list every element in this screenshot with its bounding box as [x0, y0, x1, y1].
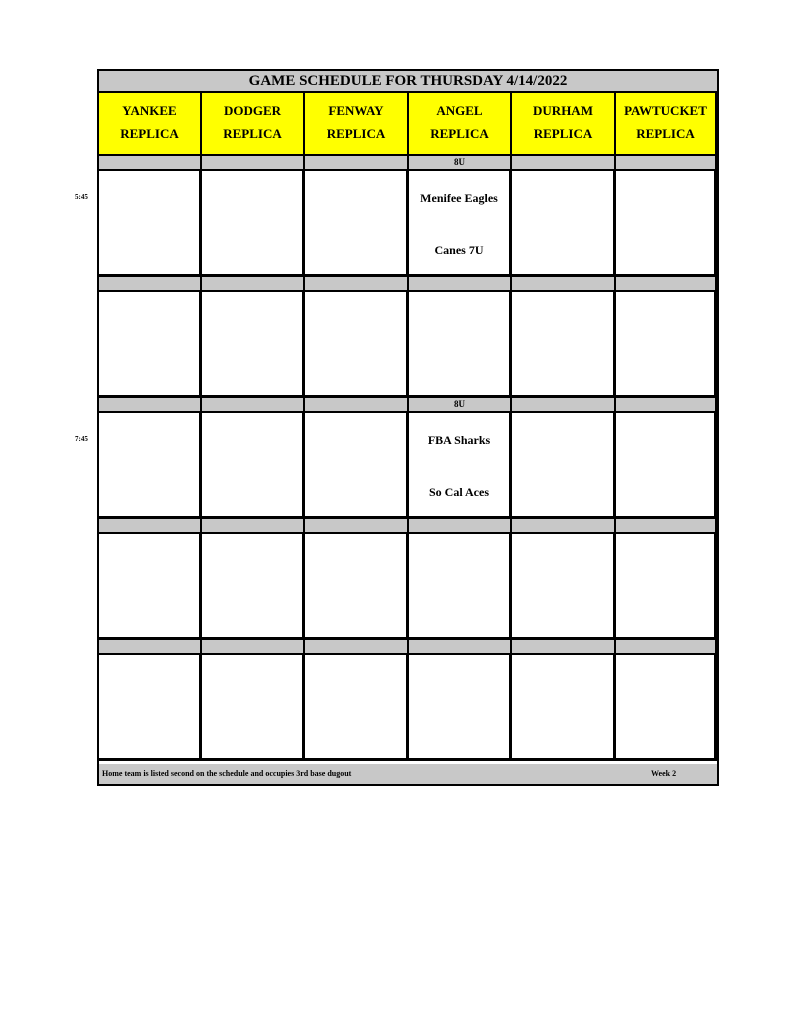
game-cell [202, 171, 305, 277]
week-label: Week 2 [651, 769, 677, 778]
division-bar [305, 156, 409, 171]
division-bar [512, 277, 616, 292]
division-bar [409, 277, 512, 292]
field-subtitle: REPLICA [533, 126, 593, 141]
schedule-sheet [97, 69, 719, 786]
division-bar [305, 398, 409, 413]
division-bar [512, 156, 616, 171]
division-bar [99, 398, 202, 413]
away-team: FBA Sharks [427, 433, 491, 447]
field-name: FENWAY [328, 103, 384, 118]
game-cell [305, 534, 409, 640]
division-bar [409, 519, 512, 534]
field-name: ANGEL [436, 103, 483, 118]
away-team: Menifee Eagles [420, 191, 498, 205]
slot-time: 7:45 [75, 435, 88, 443]
field-header [616, 93, 717, 156]
game-cell [202, 292, 305, 398]
division-bar [305, 277, 409, 292]
game-cell [512, 171, 616, 277]
division-bar [99, 640, 202, 655]
game-cell [99, 171, 202, 277]
division-bar [616, 156, 717, 171]
division-bar [99, 519, 202, 534]
game-cell [409, 413, 512, 519]
home-team: Canes 7U [434, 243, 484, 257]
game-cell [202, 655, 305, 761]
game-cell [409, 655, 512, 761]
schedule-title: GAME SCHEDULE FOR THURSDAY 4/14/2022 [99, 71, 717, 93]
game-cell [305, 292, 409, 398]
game-cell [202, 413, 305, 519]
game-cell [616, 413, 717, 519]
schedule-footer [99, 764, 717, 784]
game-cell [409, 534, 512, 640]
division-bar [616, 277, 717, 292]
division-bar [512, 519, 616, 534]
game-cell [202, 534, 305, 640]
field-header [409, 93, 512, 156]
field-header [202, 93, 305, 156]
game-cell [512, 655, 616, 761]
field-name: PAWTUCKET [624, 103, 707, 118]
division-bar [202, 519, 305, 534]
field-header [512, 93, 616, 156]
game-cell [616, 655, 717, 761]
division-bar [202, 156, 305, 171]
field-subtitle: REPLICA [430, 126, 489, 141]
division-bar [202, 398, 305, 413]
field-name: DODGER [223, 103, 282, 118]
division-bar [202, 277, 305, 292]
division-bar [512, 398, 616, 413]
field-subtitle: REPLICA [326, 126, 386, 141]
game-cell [305, 413, 409, 519]
game-cell [99, 534, 202, 640]
game-cell [99, 655, 202, 761]
division-bar: 8U [409, 156, 512, 171]
division-bar [409, 640, 512, 655]
field-header [99, 93, 202, 156]
division-bar [616, 398, 717, 413]
division-bar [99, 156, 202, 171]
division-bar [305, 640, 409, 655]
field-name: YANKEE [122, 103, 177, 118]
game-cell [512, 292, 616, 398]
game-cell [99, 413, 202, 519]
field-subtitle: REPLICA [636, 126, 695, 141]
division-bar [616, 640, 717, 655]
game-cell [305, 171, 409, 277]
game-cell [99, 292, 202, 398]
division-bar [202, 640, 305, 655]
field-subtitle: REPLICA [120, 126, 179, 141]
field-name: DURHAM [533, 103, 593, 118]
division-bar [512, 640, 616, 655]
footer-note: Home team is listed second on the schedule and occupies 3rd base dugout [102, 769, 352, 778]
game-cell [616, 171, 717, 277]
division-bar: 8U [409, 398, 512, 413]
field-subtitle: REPLICA [223, 126, 282, 141]
division-bar [305, 519, 409, 534]
game-cell [409, 292, 512, 398]
home-team: So Cal Aces [429, 485, 489, 499]
division-bar [99, 277, 202, 292]
game-cell [512, 534, 616, 640]
division-bar [616, 519, 717, 534]
field-header [305, 93, 409, 156]
slot-time: 5:45 [75, 193, 88, 201]
game-cell [616, 534, 717, 640]
game-cell [512, 413, 616, 519]
game-cell [409, 171, 512, 277]
game-cell [305, 655, 409, 761]
game-cell [616, 292, 717, 398]
